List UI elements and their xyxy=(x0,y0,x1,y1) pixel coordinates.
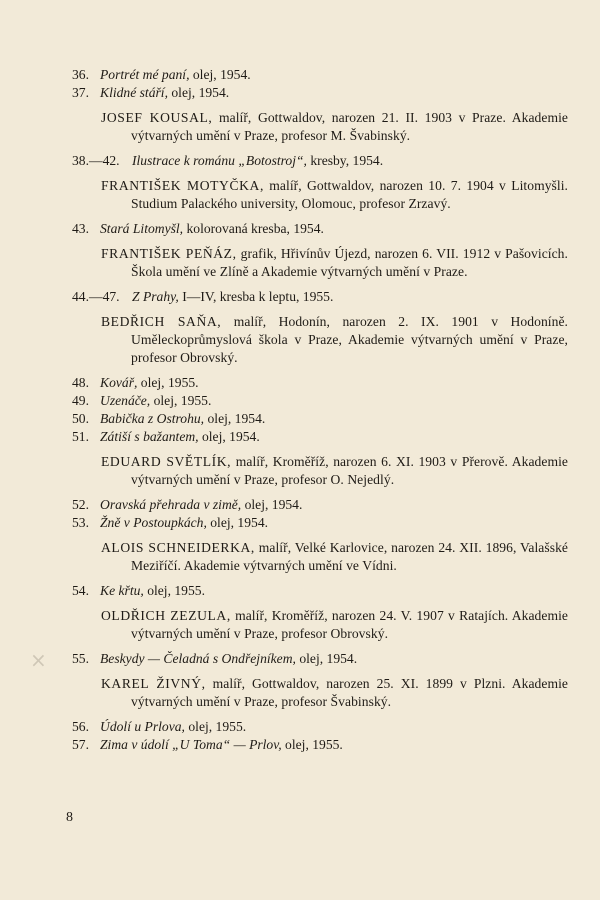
item-title: Ke křtu, xyxy=(100,583,144,598)
artist-bio: malíř, Gottwaldov, narozen 21. II. 1903 v Praze. Akademie výtvarných umění v Praze, profesor M. Švabinský. xyxy=(131,110,569,143)
item-details: olej, 1954. xyxy=(206,515,269,530)
artist-entry xyxy=(0,539,600,575)
item-details: olej, 1955. xyxy=(281,737,343,752)
artist-entry xyxy=(0,675,600,711)
artist-bio: malíř, Kroměříž, narozen 6. XI. 1903 v Přerově. Akademie výtvarných umění v Praze, profesor O. Nejedlý. xyxy=(131,454,568,487)
artist-name: EDUARD SVĚTLÍK, xyxy=(101,454,232,469)
artist-bio: malíř, Gottwaldov, narozen 25. XI. 1899 v Plzni. Akademie výtvarných umění v Praze, profesor Švabinský. xyxy=(131,676,568,709)
item-details: olej, 1955. xyxy=(137,375,199,390)
catalog-item xyxy=(0,410,600,428)
catalog-item xyxy=(0,582,600,600)
item-title: Zima v údolí „U Toma“ — Prlov, xyxy=(100,737,282,752)
item-title: Klidné stáří, xyxy=(100,85,168,100)
catalog-item xyxy=(0,84,600,102)
item-number: 52. xyxy=(72,497,89,512)
artist-bio: grafik, Hřivínův Újezd, narozen 6. VII. 1912 v Pašovicích. Škola umění ve Zlíně a Akademie výtvarných umění v Praze. xyxy=(131,246,568,279)
artist-bio: malíř, Kroměříž, narozen 24. V. 1907 v Ratajích. Akademie výtvarných umění v Praze, profesor Obrovský. xyxy=(131,608,569,641)
item-details: olej, 1954. xyxy=(241,497,303,512)
item-title: Kovář, xyxy=(100,375,138,390)
catalog-item xyxy=(0,374,600,392)
artist-entry xyxy=(0,245,600,281)
item-title: Beskydy — Čeladná s Ondřejníkem, xyxy=(100,651,296,666)
artist-name: JOSEF KOUSAL, xyxy=(101,110,213,125)
artist-name: OLDŘICH ZEZULA, xyxy=(101,608,231,623)
item-number: 38.—42. xyxy=(72,153,120,168)
item-title: Z Prahy, xyxy=(132,289,179,304)
item-number: 36. xyxy=(72,67,89,82)
catalog-item xyxy=(0,736,600,754)
item-details: olej, 1954. xyxy=(198,429,260,444)
catalog-content xyxy=(0,66,600,754)
item-number: 50. xyxy=(72,411,89,426)
artist-name: FRANTIŠEK PEŇÁZ, xyxy=(101,246,237,261)
item-number: 54. xyxy=(72,583,89,598)
catalog-item xyxy=(0,392,600,410)
catalog-item xyxy=(0,496,600,514)
item-title: Údolí u Prlova, xyxy=(100,719,185,734)
item-title: Zátiší s bažantem, xyxy=(100,429,199,444)
item-number: 57. xyxy=(72,737,89,752)
item-number: 51. xyxy=(72,429,89,444)
item-details: olej, 1954. xyxy=(189,67,251,82)
artist-entry xyxy=(0,453,600,489)
item-title: Portrét mé paní, xyxy=(100,67,190,82)
item-details: olej, 1954. xyxy=(295,651,358,666)
item-title: Ilustrace k románu „Botostroj“, xyxy=(132,153,307,168)
catalog-item xyxy=(0,66,600,84)
item-details: olej, 1954. xyxy=(167,85,230,100)
artist-entry xyxy=(0,177,600,213)
artist-bio: malíř, Velké Karlovice, narozen 24. XII. 1896, Valašské Meziříčí. Akademie výtvarných umění ve Vídni. xyxy=(131,540,569,573)
catalog-item xyxy=(0,288,600,306)
page-number: 8 xyxy=(66,810,73,825)
item-details: olej, 1955. xyxy=(150,393,212,408)
artist-name: FRANTIŠEK MOTYČKA, xyxy=(101,178,264,193)
item-details: kresby, 1954. xyxy=(306,153,384,168)
item-title: Oravská přehrada v zimě, xyxy=(100,497,242,512)
item-number: 43. xyxy=(72,221,89,236)
item-number: 48. xyxy=(72,375,89,390)
artist-bio: malíř, Gottwaldov, narozen 10. 7. 1904 v Litomyšli. Studium Palackého university, Olomouc, profesor Zrzavý. xyxy=(131,178,568,211)
item-details: olej, 1955. xyxy=(184,719,247,734)
item-details: olej, 1955. xyxy=(143,583,205,598)
item-number: 37. xyxy=(72,85,89,100)
item-number: 44.—47. xyxy=(72,289,120,304)
catalog-item xyxy=(0,718,600,736)
item-title: Uzenáče, xyxy=(100,393,151,408)
artist-name: KAREL ŽIVNÝ, xyxy=(101,676,206,691)
item-number: 56. xyxy=(72,719,89,734)
artist-name: BEDŘICH SAŇA, xyxy=(101,314,222,329)
catalog-item xyxy=(0,152,600,170)
item-number: 55. xyxy=(72,651,89,666)
catalog-item xyxy=(0,648,600,672)
catalog-item xyxy=(0,220,600,238)
item-number: 53. xyxy=(72,515,89,530)
artist-name: ALOIS SCHNEIDERKA, xyxy=(101,540,255,555)
pencil-mark-icon: × xyxy=(30,648,47,672)
item-title: Babička z Ostrohu, xyxy=(100,411,205,426)
item-title: Stará Litomyšl, xyxy=(100,221,184,236)
catalog-item xyxy=(0,428,600,446)
item-details: kolorovaná kresba, 1954. xyxy=(183,221,324,236)
item-number: 49. xyxy=(72,393,89,408)
artist-entry xyxy=(0,607,600,643)
item-details: olej, 1954. xyxy=(204,411,266,426)
artist-entry xyxy=(0,109,600,145)
item-title: Žně v Postoupkách, xyxy=(100,515,207,530)
catalog-item xyxy=(0,514,600,532)
artist-entry xyxy=(0,313,600,367)
item-details: I—IV, kresba k leptu, 1955. xyxy=(178,289,334,304)
artist-bio: malíř, Hodonín, narozen 2. IX. 1901 v Hodoníně. Uměleckoprůmyslová škola v Praze, Akademie výtvarných umění v Praze, profesor Obrovský. xyxy=(131,314,568,365)
